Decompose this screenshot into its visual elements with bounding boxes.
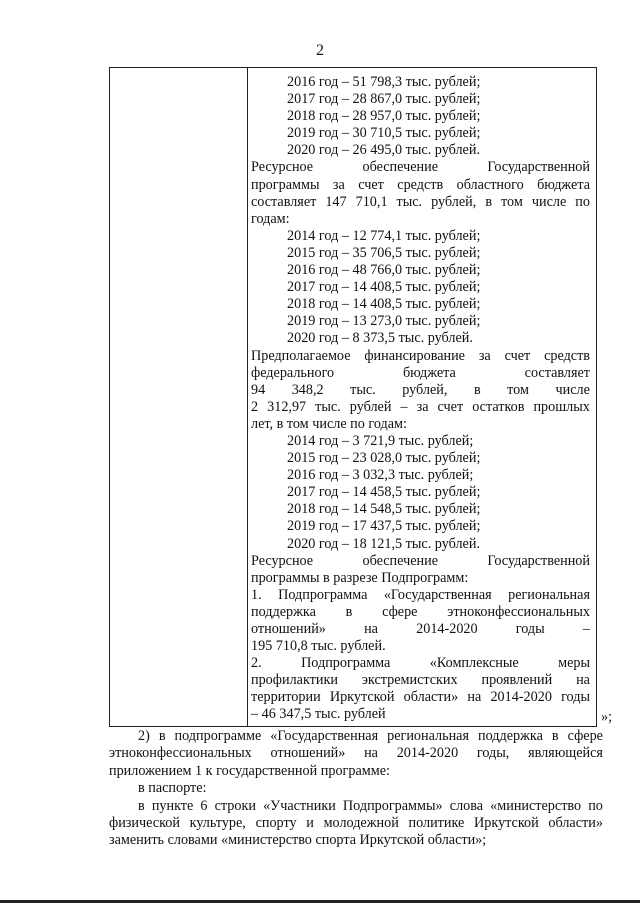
- paragraph-line: в паспорте:: [138, 780, 207, 797]
- table-text-line: федерального бюджета составляет: [251, 364, 590, 381]
- paragraph-line: приложением 1 к государственной программе:: [109, 762, 390, 779]
- table-text-line: Предполагаемое финансирование за счет средств: [251, 347, 590, 364]
- paragraph-line: 2) в подпрограмме «Государственная региональная поддержка в сфере: [138, 728, 603, 744]
- table-text-line: лет, в том числе по годам:: [251, 415, 407, 432]
- table-text-line: составляет 147 710,1 тыс. рублей, в том числе по: [251, 193, 590, 210]
- table-text-line: 2017 год – 14 458,5 тыс. рублей;: [287, 484, 481, 501]
- closing-quote-mark: »;: [601, 709, 613, 725]
- paragraph-line: этноконфессиональных отношений» на 2014-2020 годы, являющейся: [109, 745, 603, 762]
- table-text-line: Ресурсное обеспечение Государственной: [251, 159, 590, 176]
- paragraph-line: заменить словами «министерство спорта Иркутской области»;: [109, 832, 487, 849]
- passport-table: [109, 67, 597, 727]
- amendment-text: [109, 728, 603, 850]
- table-text-line: 2 312,97 тыс. рублей – за счет остатков прошлых: [251, 398, 590, 415]
- table-text-line: поддержка в сфере этноконфессиональных: [251, 603, 590, 620]
- table-text-line: 2017 год – 28 867,0 тыс. рублей;: [287, 91, 481, 108]
- paragraph: [109, 728, 603, 780]
- table-text-line: 2019 год – 17 437,5 тыс. рублей;: [287, 518, 481, 535]
- table-text-line: 2. Подпрограмма «Комплексные меры: [251, 655, 590, 672]
- paragraph: [109, 798, 603, 850]
- table-text-line: 2018 год – 14 548,5 тыс. рублей;: [287, 501, 481, 518]
- table-text-line: – 46 347,5 тыс. рублей: [251, 706, 386, 723]
- table-text-line: 2014 год – 12 774,1 тыс. рублей;: [287, 227, 481, 244]
- table-text-line: 94 348,2 тыс. рублей, в том числе: [251, 381, 590, 398]
- paragraph: [109, 780, 603, 797]
- table-text-line: 2019 год – 30 710,5 тыс. рублей;: [287, 125, 481, 142]
- paragraph-line: физической культуре, спорту и молодежной политике Иркутской области»: [109, 815, 603, 832]
- paragraph-line: в пункте 6 строки «Участники Подпрограммы» слова «министерство по: [138, 797, 603, 814]
- table-text-line: отношений» на 2014-2020 годы –: [251, 621, 590, 637]
- table-text-line: 2014 год – 3 721,9 тыс. рублей;: [287, 432, 474, 449]
- table-text-line: профилактики экстремистских проявлений на: [251, 672, 590, 689]
- table-text-line: Ресурсное обеспечение Государственной: [251, 552, 590, 569]
- table-text-line: 2015 год – 35 706,5 тыс. рублей;: [287, 244, 481, 261]
- table-text-line: 195 710,8 тыс. рублей.: [251, 638, 386, 655]
- bottom-rule: [0, 900, 640, 903]
- table-text-line: 2019 год – 13 273,0 тыс. рублей;: [287, 313, 481, 330]
- page-number: 2: [316, 42, 324, 59]
- table-text-line: годам:: [251, 210, 290, 227]
- column-divider: [247, 68, 248, 726]
- table-text-line: 2020 год – 18 121,5 тыс. рублей.: [287, 535, 480, 552]
- table-text-line: 2015 год – 23 028,0 тыс. рублей;: [287, 450, 481, 467]
- table-text-line: 2016 год – 3 032,3 тыс. рублей;: [287, 467, 474, 484]
- table-text-line: 1. Подпрограмма «Государственная региональная: [251, 586, 590, 603]
- resource-provision-cell: [251, 74, 590, 724]
- table-text-line: программы в разрезе Подпрограмм:: [251, 569, 469, 586]
- table-text-line: 2020 год – 26 495,0 тыс. рублей.: [287, 142, 480, 159]
- table-text-line: 2017 год – 14 408,5 тыс. рублей;: [287, 279, 481, 296]
- table-text-line: программы за счет средств областного бюджета: [251, 176, 590, 193]
- table-text-line: 2020 год – 8 373,5 тыс. рублей.: [287, 330, 473, 347]
- table-text-line: 2016 год – 48 766,0 тыс. рублей;: [287, 262, 481, 279]
- table-text-line: 2016 год – 51 798,3 тыс. рублей;: [287, 74, 481, 90]
- table-text-line: 2018 год – 14 408,5 тыс. рублей;: [287, 296, 481, 313]
- table-text-line: территории Иркутской области» на 2014-2020 годы: [251, 689, 590, 706]
- table-text-line: 2018 год – 28 957,0 тыс. рублей;: [287, 108, 481, 125]
